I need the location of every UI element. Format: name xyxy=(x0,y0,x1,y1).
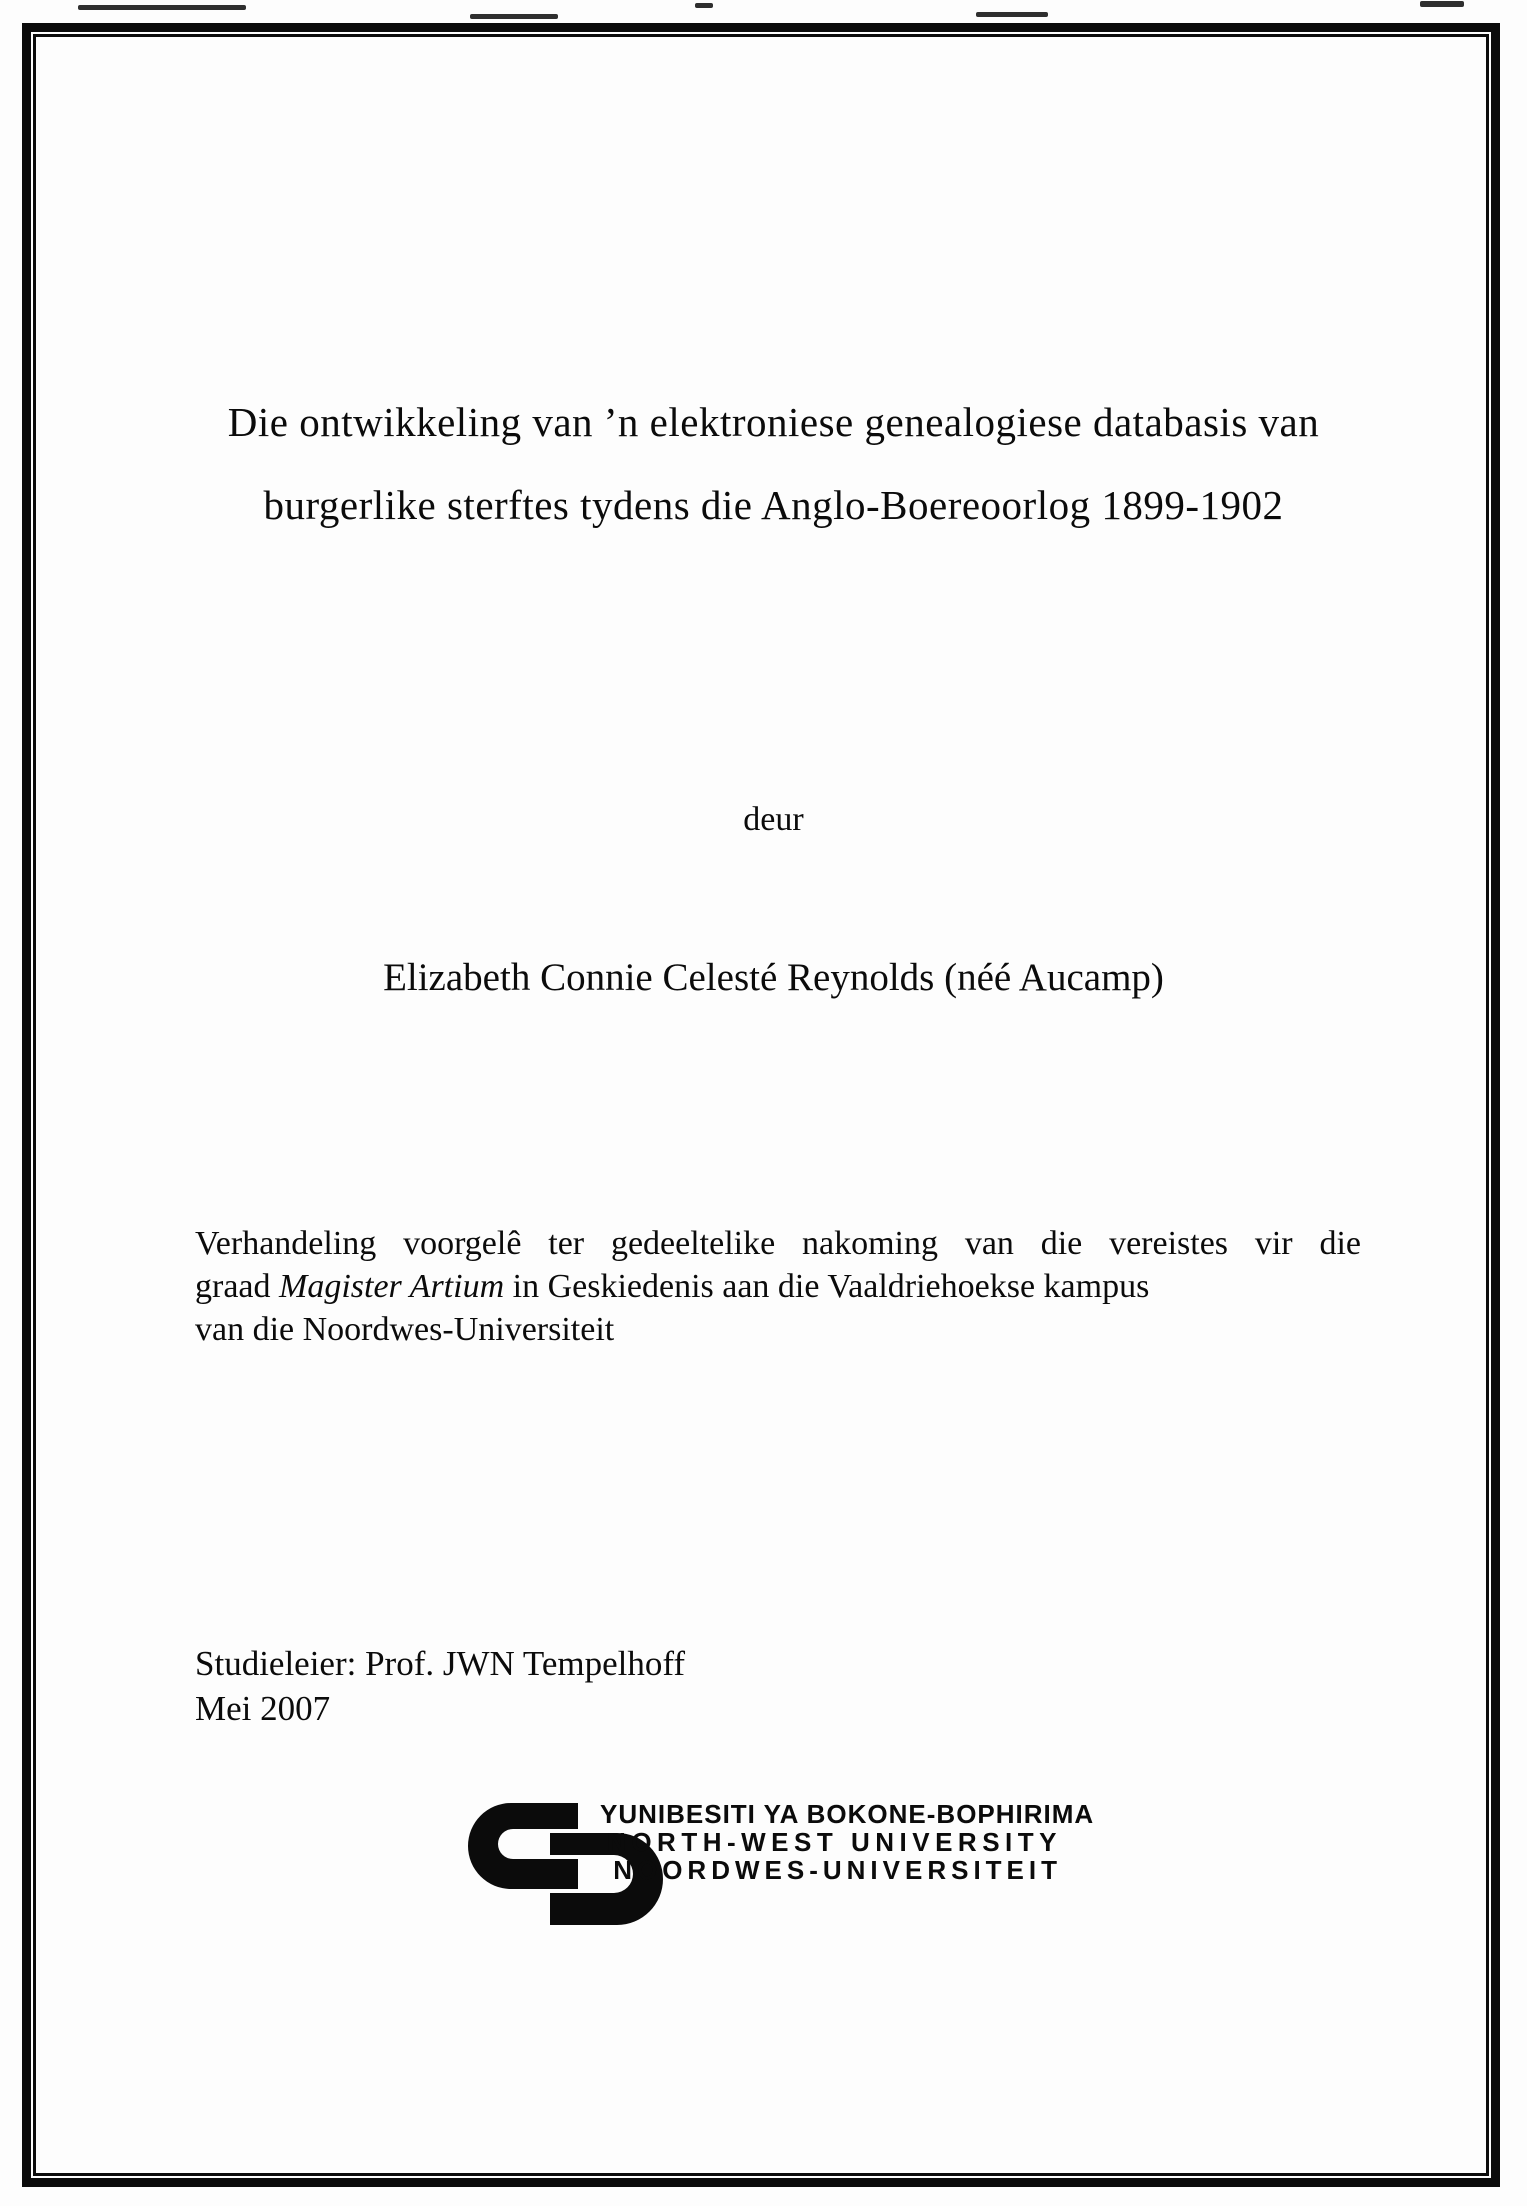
scan-artifact xyxy=(1420,1,1464,7)
scan-artifact xyxy=(976,12,1048,17)
thesis-statement xyxy=(195,1222,1361,1351)
university-name-afrikaans: NOORDWES-UNIVERSITEIT xyxy=(613,1855,1062,1885)
thesis-statement-line1: Verhandeling voorgelê ter gedeeltelike nakoming van die vereistes vir die xyxy=(195,1225,1361,1262)
university-name-english: NORTH-WEST UNIVERSITY xyxy=(607,1827,1062,1857)
scan-artifact xyxy=(695,3,713,8)
supervisor-line: Studieleier: Prof. JWN Tempelhoff xyxy=(195,1644,686,1683)
thesis-statement-line3: van die Noordwes-Universiteit xyxy=(195,1311,615,1348)
thesis-title-line2: burgerlike sterftes tydens die Anglo-Boereoorlog 1899-1902 xyxy=(263,482,1284,528)
thesis-title xyxy=(20,381,1527,547)
thesis-title-line1: Die ontwikkeling van ’n elektroniese genealogiese databasis van xyxy=(227,399,1320,445)
university-wordmark xyxy=(600,1799,1095,1885)
university-name-setswana: YUNIBESITI YA BOKONE-BOPHIRIMA xyxy=(600,1799,1095,1829)
thesis-statement-line2 xyxy=(195,1265,1361,1308)
date-line: Mei 2007 xyxy=(195,1689,331,1728)
degree-post: in Geskiedenis aan die Vaaldriehoekse kampus xyxy=(504,1268,1150,1305)
byline: deur xyxy=(743,801,804,838)
scan-artifact xyxy=(470,14,558,19)
degree-name: Magister Artium xyxy=(279,1268,505,1305)
supervisor-block xyxy=(195,1641,685,1731)
author-name: Elizabeth Connie Celesté Reynolds (néé Aucamp) xyxy=(383,956,1164,999)
scan-artifact xyxy=(78,5,246,10)
degree-pre: graad xyxy=(195,1268,280,1305)
